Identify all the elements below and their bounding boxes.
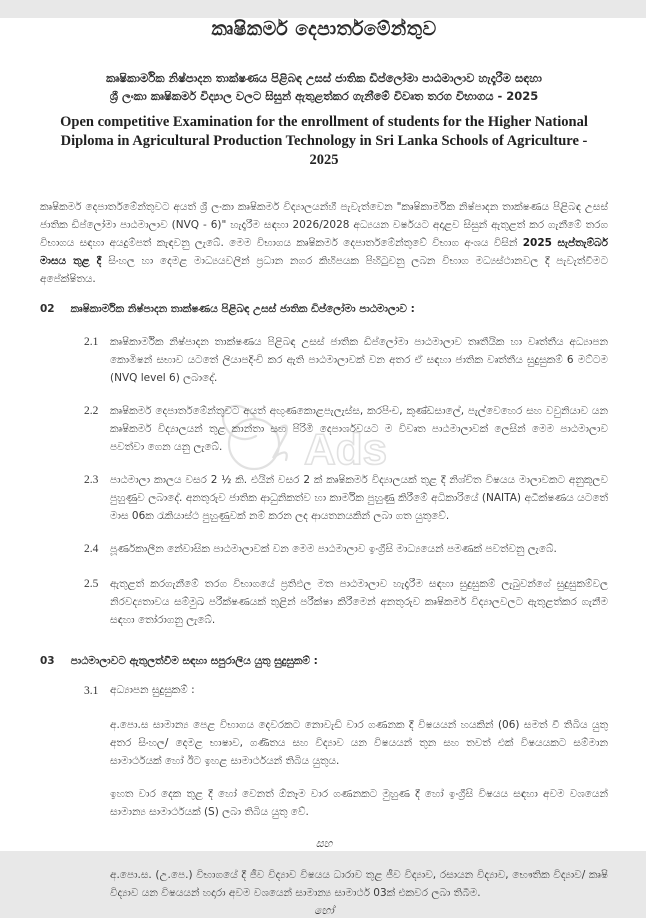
- list-item-2-3: [40, 471, 608, 525]
- document-page: [0, 18, 646, 917]
- subtitle-english: Open competitive Examination for the enrollment of students for the Higher National Diploma in Agricultural Production Technology in Sri Lanka Schools of Agriculture - 2025: [60, 113, 588, 168]
- section-03-number: 03: [40, 655, 55, 668]
- intro-paragraph: [40, 198, 608, 288]
- item-text: පූර්ණකාලීන නේවාසික පාඨමාලාවක් වන මෙම පාඨමාලාව ඉංග්‍රීසි මාධ්‍යයෙන් පමණක් පවත්වනු ලැබේ.: [110, 543, 557, 556]
- list-item-2-4: [40, 540, 608, 560]
- education-qualification-para-alevel: අ.පො.ස. (උ.පෙ.) විභාගයේ දී ජීව විද්‍යාව විෂයය ධාරාව තුළ ජීව විද්‍යාව, රසායන විද්‍යාව, භෞතික විද්‍යාව/ කෘෂි විද්‍යාව යන විෂයයන් හදාරා අවම වශයෙන් සාමාන්‍ය සාමාර්ථ 03ක් එකවර ලබා තිබීම.: [110, 868, 608, 899]
- list-item-2-1: [40, 333, 608, 387]
- subtitle-sinhala: [40, 70, 608, 106]
- subtitle-si-line1: කෘෂිකාර්මික නිෂ්පාදන තාක්ෂණය පිළිබඳ උසස් ජාතික ඩිප්ලෝමා පාඨමාලාව හැදෑරීම සඳහා: [106, 71, 542, 85]
- list-item-2-5: [40, 575, 608, 629]
- intro-text-post: සිංහල හා දෙමළ මාධ්‍යයවලින් ප්‍රධාන නගර කිහිපයක පිහිටුවනු ලබන විභාග මධ්‍යස්ථානවල දී පැවැත්වීමට අපේක්ෂිතය.: [40, 255, 608, 286]
- section-03-heading: පාඨමාලාවට ඇතුලත්වීම සඳහා සපුරාලිය යුතු සුදුසුකම් :: [70, 655, 318, 668]
- subsection-number: 3.1: [84, 685, 99, 698]
- item-text: පාඨමාලා කාලය වසර 2 ½ කි. එයින් වසර 2 ක් කෘෂිකර්ම විද්‍යාලයක් තුළ දී නිශ්චිත විෂයය මාලාවකට අනුකූලව පුහුණුව ලබාදේ. අනතුරුව ජාතික ආධුනිකත්ව හා කාර්මික පුහුණු කිරීමේ අධිකාරියේ (NAITA) අධීක්ෂණය යටතේ මාස 06ක රැකියාස්ථ පුහුණුවක් නම් කරන ලද ආයතනයකින් ලබා ගත යුතුවේ.: [110, 474, 608, 523]
- item-number: 2.1: [84, 336, 99, 349]
- section-03-heading-row: [40, 653, 608, 670]
- item-text: කෘෂිකර්ම දෙපාර්තමේන්තුවට අයත් අඟුණකොළපැලැස්ස, කරපිංච, කුණ්ඩසාලේ, පැල්වෙහෙර සහ වවුනියාව යන කෘෂිකර්ම විද්‍යාලයන් තුළ කාන්තා සහ පිරිමි දෙපාර්ශවයට ම විවෘත පාඨමාලාවක් ලෙසින් මෙම පාඨමාලාව පවත්වා ගෙන යනු ලැබේ.: [110, 405, 608, 454]
- section-02-heading-row: [40, 301, 608, 318]
- subsection-heading: අධ්‍යාපන සුදුසුකම් :: [110, 684, 195, 697]
- subtitle-si-line2: ශ්‍රී ලංකා කෘෂිකර්ම විද්‍යාල වලට සිසුන් ඇතුළත්කර ගැනීමේ විවෘත තරග විභාගය - 2025: [109, 88, 539, 103]
- item-number: 2.5: [84, 578, 99, 591]
- section-02-number: 02: [40, 303, 55, 316]
- section-02-heading: කෘෂිකාර්මික නිෂ්පාදන තාක්ෂණය පිළිබඳ උසස් ජාතික ඩිප්ලෝමා පාඨමාලාව :: [70, 303, 415, 316]
- intro-text-bold: 2025 සැප්තැම්බර් මාසය තුළ දී: [40, 237, 608, 268]
- item-number: 2.2: [84, 405, 99, 418]
- education-qualification-para-english: ඉහත වාර දෙක තුළ දී හෝ වෙනත් ඕනෑම වාර ගණනකට මුහුණ දී හෝ ඉංග්‍රීසි විෂයය සඳහා අවම වශයෙන් සාමාන්‍ය සාමාර්ථයක් (S) ලබා තිබිය යුතු වේ.: [110, 787, 608, 818]
- item-number: 2.3: [84, 474, 99, 487]
- education-qualification-para-ol: අ.පො.ස සාමාන්‍ය පෙළ විභාගය දෙවරකට නොවැඩි වාර ගණනක දී විෂයයන් හයකින් (06) සමත් වී තිබිය යුතු අතර සිංහල/ දෙමළ භාෂාව, ගණිතය සහ විද්‍යාව යන විෂයයන් තුන සහ තවත් එක් විෂයයකට සම්මාන සාමාර්ථයක් හෝ ඊට ඉහළ සාමාර්ථයන් තිබිය යුතුය.: [110, 718, 608, 767]
- page-title: කෘෂිකර්ම දෙපාර්තමේන්තුව: [211, 18, 437, 40]
- item-text: ඇතුළත් කරගැනීමේ තරග විභාගයේ ප්‍රතිඵල මත පාඨමාලාව හැදෑරීම සඳහා සුදුසුකම් ලැබුවන්ගේ සුදුසුකම්වල නිරවද්‍යතාවය සම්මුඛ පරීක්ෂණයක් තුළින් පරීක්ෂා කිරීමෙන් අනතුරුව කෘෂිකර්ම විද්‍යාලවලට ඇතුළත්කර ගැනීම සඳහා තෝරාගනු ලැබේ.: [110, 578, 608, 627]
- document-content: [0, 18, 646, 918]
- subsection-3-1-row: [84, 682, 608, 700]
- list-item-2-2: [40, 402, 608, 456]
- intro-text-pre: කෘෂිකර්ම දෙපාර්තමේන්තුවට අයත් ශ්‍රී ලංකා කෘෂිකර්ම විද්‍යාලයන්හී පැවැත්වෙන "කෘෂිකාර්මික නිෂ්පාදන තාක්ෂණය පිළිබඳ උසස් ජාතික ඩිප්ලෝමා පාඨමාලාව (NVQ - 6)" හැදෑරීම සඳහා 2026/2028 අධ්‍යයන වර්ෂයට අදාළව සිසුන් ඇතුළත් කර ගැනීමේ තරග විභාගය සඳහා අයදුම්පත් කැඳවනු ලැබේ. මෙම විභාගය කෘෂිකර්ම දෙපාර්තමේන්තුවේ විභාග අංශය විසින්: [40, 201, 608, 250]
- watermark-text: Ads: [304, 425, 388, 474]
- item-number: 2.4: [84, 543, 99, 556]
- conjunction-or: හෝ: [314, 904, 334, 917]
- item-text: කෘෂිකාර්මික නිෂ්පාදන තාක්ෂණය පිළිබඳ උසස් ජාතික ඩිප්ලෝමා පාඨමාලාව තෘතීයික හා වෘත්තීය අධ්‍යාපන කොමිෂන් සභාව යටතේ ලියාපදිංචි කර ඇති පාඨමාලාවක් වන අතර ඒ සඳහා ජාතික වෘත්තීය සුදුසුකම් 6 මට්ටම (NVQ level 6) ලබාදේ.: [110, 336, 608, 385]
- conjunction-and: සහ: [315, 837, 333, 850]
